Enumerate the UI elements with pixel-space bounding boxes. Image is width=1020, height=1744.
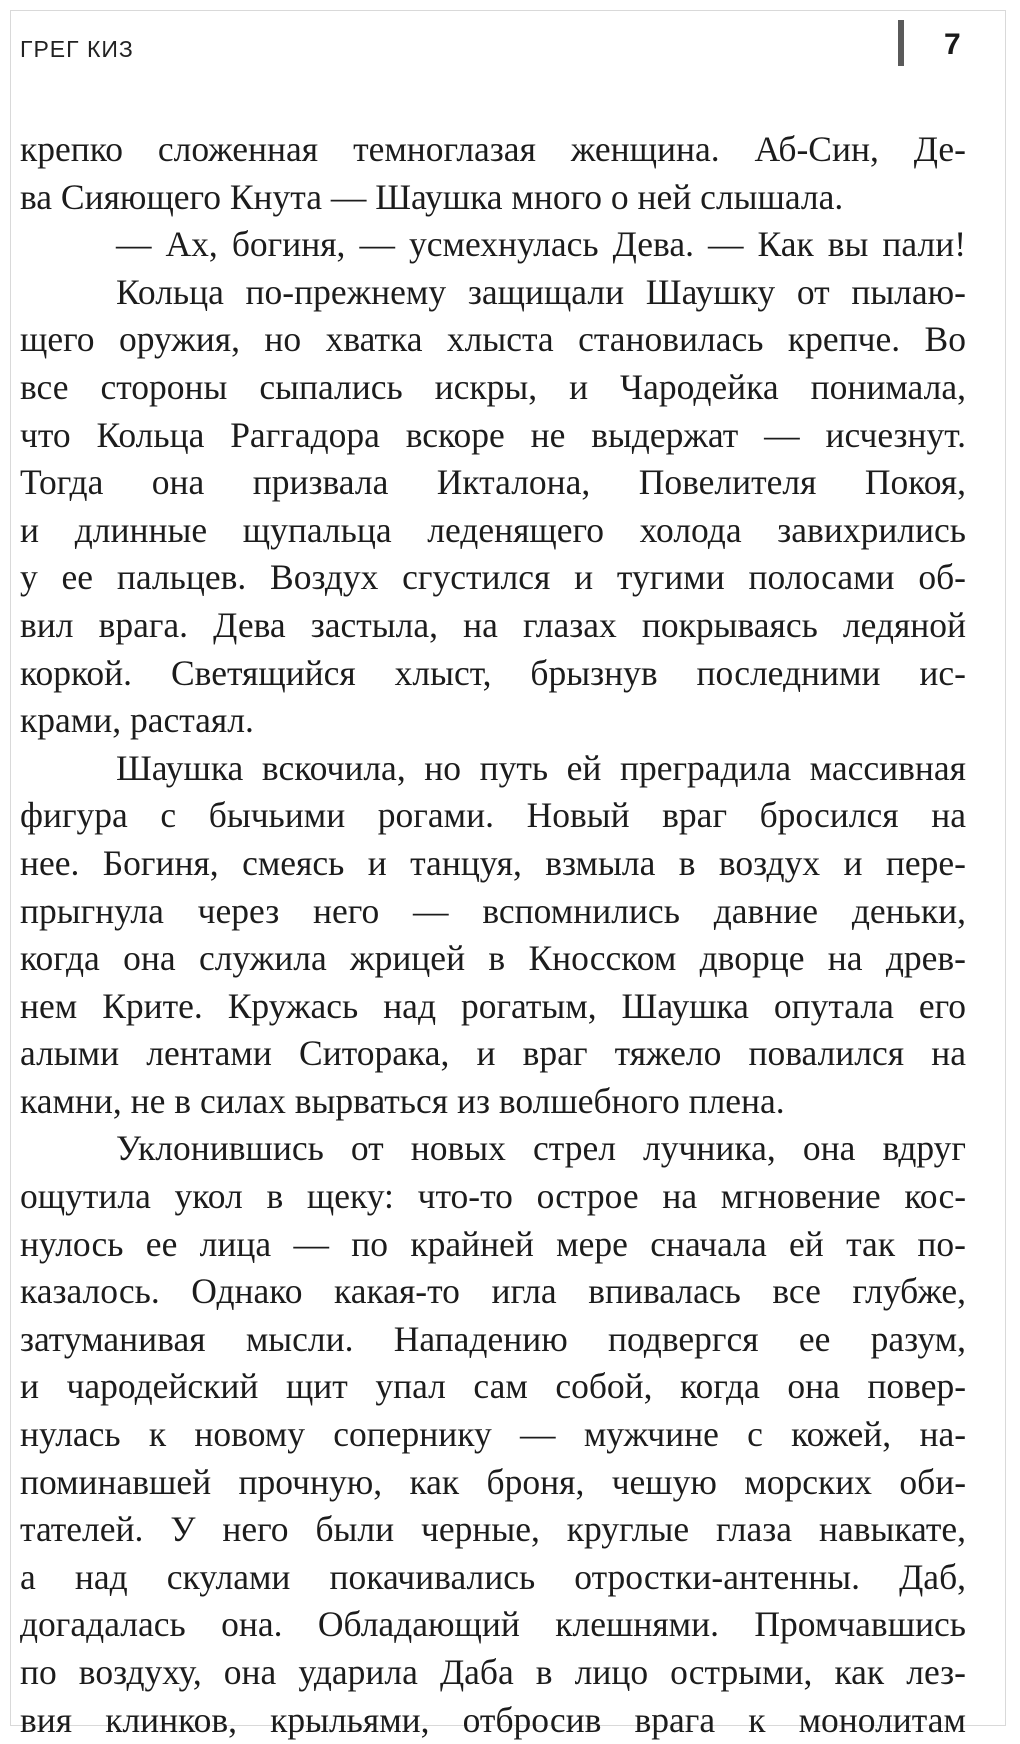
text-line: нее. Богиня, смеясь и танцуя, взмыла в воздух и пере- [20,842,966,883]
text-line: крепко сложенная темноглазая женщина. Аб-Син, Де- [20,129,966,169]
running-head-author: ГРЕГ КИЗ [20,36,134,62]
text-line: догадалась она. Обладающий клешнями. Промчавшись [20,1604,966,1645]
text-line: когда она служила жрицей в Кносском дворце на древ- [20,938,966,979]
paragraph [20,745,966,1126]
body-text [20,126,966,1744]
text-line: нулась к новому сопернику — мужчине с кожей, на- [20,1414,966,1455]
text-line: тателей. У него были черные, круглые глаза навыкате, [20,1509,966,1550]
header-divider [898,20,904,66]
page-number: 7 [944,28,961,61]
paragraph [20,221,966,269]
text-line: у ее пальцев. Воздух сгустился и тугими полосами об- [20,557,966,598]
paragraph [20,269,966,745]
text-line: камни, не в силах вырваться из волшебного плена. [20,1080,785,1121]
text-line: все стороны сыпались искры, и Чародейка понимала, [20,366,966,407]
text-line: алыми лентами Ситорака, и враг тяжело повалился на [20,1033,966,1074]
text-line: коркой. Светящийся хлыст, брызнув последними ис- [20,652,966,693]
text-line: нем Крите. Кружась над рогатым, Шаушка опутала его [20,985,966,1026]
text-line: ва Сияющего Кнута — Шаушка много о ней слышала. [20,176,844,217]
text-line: прыгнула через него — вспомнились давние деньки, [20,890,966,931]
text-line: казалось. Однако какая-то игла впивалась все глубже, [20,1271,966,1312]
text-line: щего оружия, но хватка хлыста становилась крепче. Во [20,319,966,360]
text-line: и длинные щупальца леденящего холода завихрились [20,509,966,550]
text-line: крами, растаял. [20,700,254,741]
paragraph [20,126,966,221]
text-line: фигура с бычьими рогами. Новый враг бросился на [20,795,966,836]
text-line: ощутила укол в щеку: что-то острое на мгновение кос- [20,1176,966,1217]
text-line: вил врага. Дева застыла, на глазах покрываясь ледяной [20,604,966,645]
text-line: — Ах, богиня, — усмехнулась Дева. — Как вы пали! [116,224,966,265]
text-line: Кольца по-прежнему защищали Шаушку от пылаю- [116,271,966,312]
text-line: что Кольца Раггадора вскоре не выдержат — исчезнут. [20,414,966,455]
text-line: и чародейский щит упал сам собой, когда она повер- [20,1366,966,1407]
paragraph [20,1125,966,1744]
text-line: а над скулами покачивались отростки-антенны. Даб, [20,1556,966,1597]
text-line: Тогда она призвала Икталона, Повелителя Покоя, [20,462,966,503]
text-line: Шаушка вскочила, но путь ей преградила массивная [116,747,966,788]
text-line: нулось ее лица — по крайней мере сначала ей так по- [20,1223,966,1264]
text-line: по воздуху, она ударила Даба в лицо острыми, как лез- [20,1652,966,1692]
text-line: затуманивая мысли. Нападению подвергся ее разум, [20,1318,966,1359]
text-line: поминавшей прочную, как броня, чешую морских оби- [20,1461,966,1502]
text-line: Уклонившись от новых стрел лучника, она вдруг [116,1128,966,1169]
text-line: вия клинков, крыльями, отбросив врага к монолитам [20,1699,966,1740]
